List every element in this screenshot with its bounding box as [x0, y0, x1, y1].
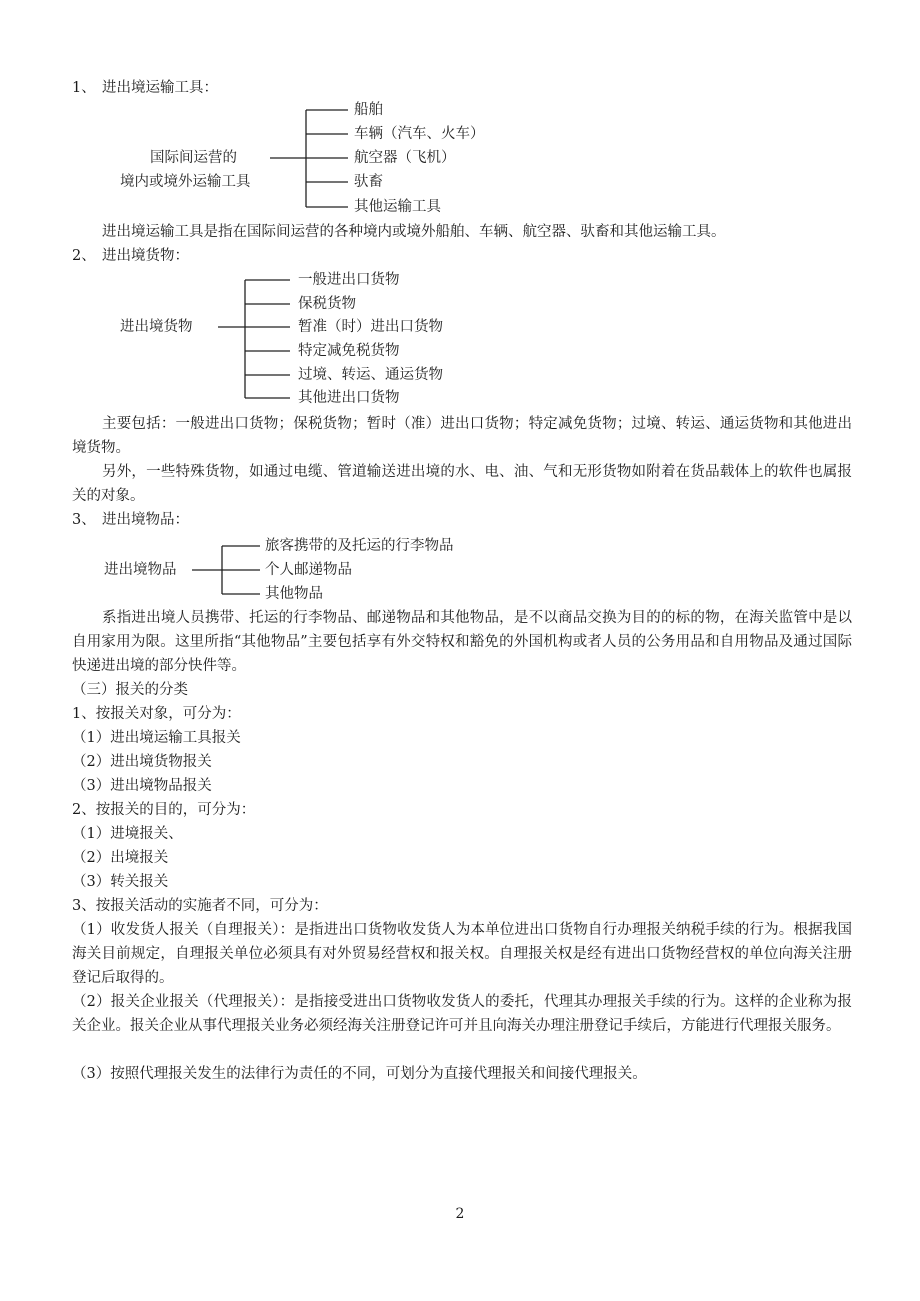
- articles-branch-other: 其他物品: [265, 586, 323, 602]
- section-2-number: 2、: [72, 248, 96, 264]
- transport-branch-pack-animal: 驮畜: [354, 174, 383, 190]
- goods-diagram: [100, 266, 520, 412]
- section-2-description-1: 主要包括：一般进出口货物；保税货物；暂时（准）进出口货物；特定减免货物；过境、转运、通运货物和其他进出境货物。: [72, 416, 852, 456]
- section-1-number: 1、: [72, 80, 96, 96]
- by-object-item-3: （3）进出境物品报关: [72, 778, 212, 794]
- by-actor-title: 3、按报关活动的实施者不同，可分为：: [72, 898, 328, 914]
- by-object-title: 1、按报关对象，可分为：: [72, 706, 241, 722]
- section-1-title: 进出境运输工具：: [102, 80, 218, 96]
- articles-root: 进出境物品: [104, 562, 177, 578]
- by-purpose-item-1: （1）进境报关、: [72, 826, 183, 842]
- by-object-item-2: （2）进出境货物报关: [72, 754, 212, 770]
- section-2-heading: [72, 244, 189, 268]
- by-purpose-title: 2、按报关的目的，可分为：: [72, 802, 256, 818]
- goods-branch-temporary: 暂准（时）进出口货物: [298, 319, 443, 335]
- articles-diagram: [100, 532, 520, 604]
- transport-branch-ship: 船舶: [354, 102, 383, 118]
- articles-branch-luggage: 旅客携带的及托运的行李物品: [265, 538, 454, 554]
- by-actor-paragraph-3: （3）按照代理报关发生的法律行为责任的不同，可划分为直接代理报关和间接代理报关。: [72, 1066, 647, 1082]
- transport-branch-vehicle: 车辆（汽车、火车）: [354, 126, 485, 142]
- by-object-item-1: （1）进出境运输工具报关: [72, 730, 241, 746]
- by-purpose-item-2: （2）出境报关: [72, 850, 169, 866]
- transport-tools-diagram: [100, 96, 520, 220]
- transport-branch-aircraft: 航空器（飞机）: [354, 150, 456, 166]
- by-actor-paragraph-1: （1）收发货人报关（自理报关）：是指进出口货物收发货人为本单位进出口货物自行办理报关纳税手续的行为。根据我国海关目前规定，自理报关单位必须具有对外贸易经营权和报关权。自理报关权是经有进出口货物经营权的单位向海关注册登记后取得的。: [72, 922, 852, 986]
- goods-root: 进出境货物: [120, 319, 193, 335]
- transport-branch-other: 其他运输工具: [354, 199, 441, 215]
- section-2-description-2: 另外，一些特殊货物，如通过电缆、管道输送进出境的水、电、油、气和无形货物如附着在货品载体上的软件也属报关的对象。: [72, 464, 852, 504]
- goods-branch-general: 一般进出口货物: [298, 272, 400, 288]
- articles-branch-postal: 个人邮递物品: [265, 562, 352, 578]
- classification-heading: （三）报关的分类: [72, 682, 188, 698]
- section-3-heading: [72, 508, 189, 532]
- transport-tools-root-line2: 境内或境外运输工具: [120, 174, 251, 190]
- page-number: 2: [455, 1206, 465, 1222]
- goods-branch-bonded: 保税货物: [298, 296, 356, 312]
- section-3-description: 系指进出境人员携带、托运的行李物品、邮递物品和其他物品，是不以商品交换为目的的标的物，在海关监管中是以自用家用为限。这里所指“其他物品”主要包括享有外交特权和豁免的外国机构或者人员的公务用品和自用物品及通过国际快递进出境的部分快件等。: [72, 610, 852, 674]
- by-purpose-item-3: （3）转关报关: [72, 874, 169, 890]
- goods-branch-tax-exempt: 特定减免税货物: [298, 343, 400, 359]
- goods-branch-transit: 过境、转运、通运货物: [298, 367, 443, 383]
- section-1-description: 进出境运输工具是指在国际间运营的各种境内或境外船舶、车辆、航空器、驮畜和其他运输工具。: [102, 224, 726, 240]
- transport-tools-root-line1: 国际间运营的: [150, 150, 237, 166]
- goods-branch-other: 其他进出口货物: [298, 390, 400, 406]
- section-3-number: 3、: [72, 512, 96, 528]
- section-2-title: 进出境货物：: [102, 248, 189, 264]
- by-actor-paragraph-2: （2）报关企业报关（代理报关）：是指接受进出口货物收发货人的委托，代理其办理报关手续的行为。这样的企业称为报关企业。报关企业从事代理报关业务必须经海关注册登记许可并且向海关办理注册登记手续后，方能进行代理报关服务。: [72, 994, 852, 1034]
- section-3-title: 进出境物品：: [102, 512, 189, 528]
